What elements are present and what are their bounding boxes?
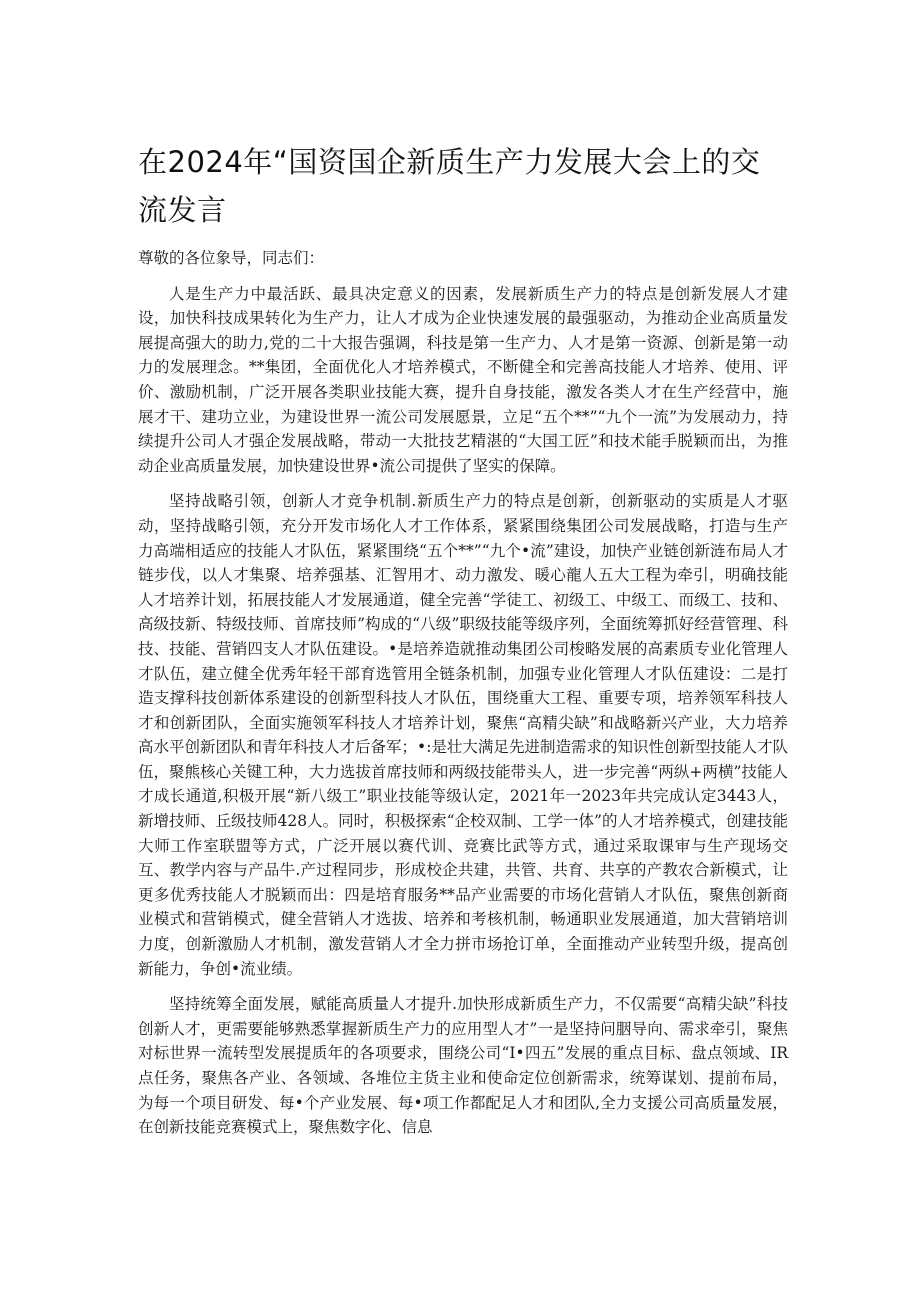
salutation: 尊敬的各位象导，同志们：: [138, 249, 325, 267]
document-title: 在2024年“国资国企新质生产力发展大会上的交流发言: [138, 145, 761, 227]
document-body: [138, 246, 788, 1151]
paragraph-1: 人是生产力中最活跃、最具决定意义的因素，发展新质生产力的特点是创新发展人才建设，加快科技成果转化为生产力，让人才成为企业快速发展的最强驱动，为推动企业高质量发展提高强大的助力,党的二十大报告强调，科技是第一生产力、人才是第一资源、创新是第一动力的发展理念。**集团，全面优化人才培养模式，不断健全和完善高技能人才培养、使用、评价、激励机制，广泛开展各类职业技能大赛，提升自身技能，激发各类人才在生产经营中，施展才干、建功立业，为建设世界一流公司发展愿景，立足“五个**”“九个一流”为发展动力，持续提升公司人才强企发展战略，带动一大批技艺精湛的“大国工匠”和技术能手脱颖而出，为推动企业高质量发展，加快建设世界•流公司提供了坚实的保障。: [138, 284, 788, 475]
paragraph-2: 坚持战略引领，创新人才竞争机制.新质生产力的特点是创新，创新驱动的实质是人才驱动，坚持战略引领，充分开发市场化人才工作体系，紧紧围绕集团公司发展战略，打造与生产力高端相适应的技能人才队伍，紧紧围绕“五个**”“九个•流”建设，加快产业链创新涟布局人才链步伐，以人才集聚、培养强基、汇智用才、动力激发、暖心龍人五大工程为牵引，明确技能人才培养计划，拓展技能人才发展通道，健全完善“学徒工、初级工、中级工、而级工、技和、高级技新、特级技师、首席技师”构成的“八级”职级技能等级序列，全面统筹抓好经营管理、科技、技能、营销四支人才队伍建设。•是培养造就推动集团公司梭略发展的高素质专业化管理人才队伍，建立健全优秀年轻干部育选管用全链条机制，加强专业化管理人才队伍建设：二是打造支撑科技创新体系建设的创新型科技人才队伍，围绕重大工程、重要专项，培养领军科技人才和创新团队，全面实施领军科技人才培养计划，聚焦“高精尖缺”和战略新兴产业，大力培养高水平创新团队和青年科技人才后备军；•:是壮大满足先进制造需求的知识性创新型技能人才队伍，聚熊核心关键工种，大力选拔首席技师和两级技能带头人，进一步完善“两纵+两横”技能人才成长通道,积极开展“新八级工”职业技能等级认定，2021年一2023年共完成认定3443人，新增技师、丘级技师428人。同时，积极探索“企校双制、工学一体”的人才培养模式，创建技能大师工作室联盟等方式，广泛开展以赛代训、竞赛比武等方式，通过采取课审与生产现场交互、教学内容与产品牛.产过程同步，形成校企共建，共管、共育、共享的产教农合新模式，让更多优秀技能人才脱颖而出：四是培育服务**品产业需要的市场化营销人才队伍，聚焦创新商业模式和营销模式，健全营销人才选拔、培养和考核机制，畅通职业发展通道，加大营销培训力度，创新激励人才机制，激发营销人才全力拼市场抢订单，全面推动产业转型升级，提高创新能力，争创•流业绩。: [138, 492, 788, 978]
paragraph-3: 坚持统筹全面发展，赋能高质量人才提升.加快形成新质生产力，不仅需要“高精尖缺”科技创新人才，更需要能够熟悉掌握新质生产力的应用型人才”一是坚持问胭导向、需求牵引，聚焦对标世界一流转型发展提质年的各项要求，围绕公司“I•四五”发展的重点目标、盘点领域、IR点任务，聚焦各产业、各领域、各堆位主货主业和使命定位创新需求，统筹谋划、提前布局，为每一个项目研发、每•个产业发展、每•项工作都配足人才和团队,全力支援公司高质量发展，在创新技能竞赛模式上，聚焦数字化、信息: [138, 995, 788, 1137]
